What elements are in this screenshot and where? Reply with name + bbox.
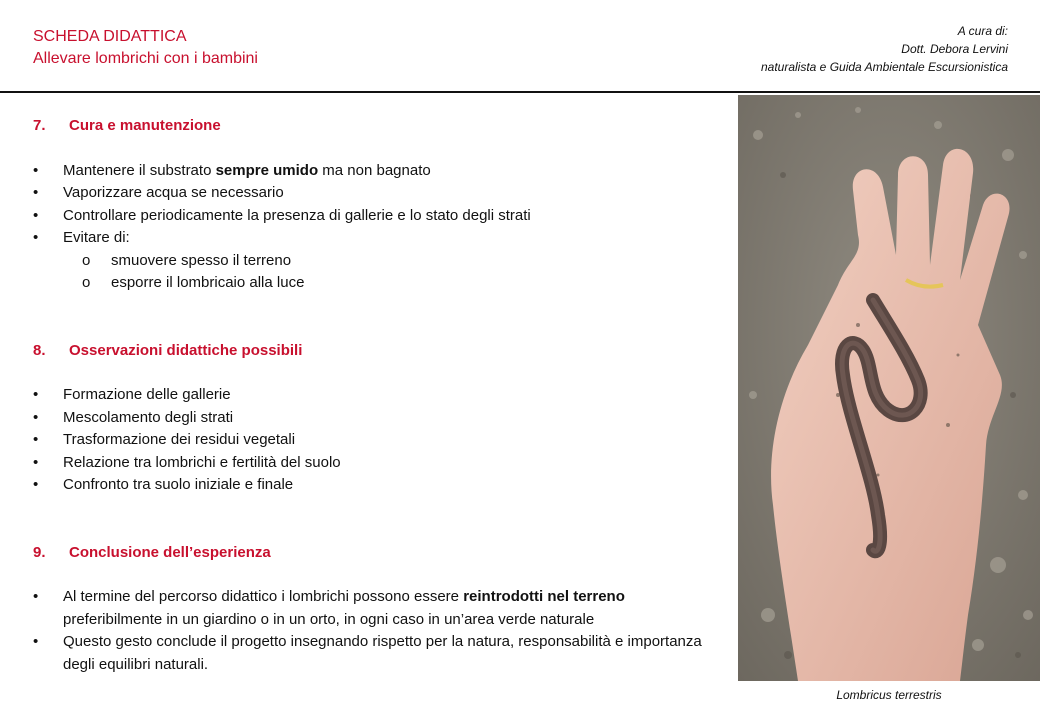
text: Al termine del percorso didattico i lombrichi possono essere (63, 588, 464, 605)
spacer (33, 138, 723, 160)
list-item: • Evitare di: (33, 227, 723, 250)
section-8-title (33, 340, 723, 363)
spacer (33, 564, 723, 586)
list-item: • Relazione tra lombrichi e fertilità del suolo (33, 452, 723, 475)
spacer (33, 295, 723, 340)
section-8-list (33, 384, 723, 497)
list-item: • Trasformazione dei residui vegetali (33, 429, 723, 452)
emphasis: sempre umido (215, 161, 319, 179)
section-heading: Cura e manutenzione (69, 117, 221, 134)
content-column (33, 115, 723, 676)
section-7-list (33, 160, 723, 250)
text: ma non bagnato (318, 161, 431, 179)
section-number: 9. (33, 543, 46, 561)
header-title: SCHEDA DIDATTICA (33, 28, 187, 45)
header-author-block (761, 22, 1008, 76)
header-title-block (33, 26, 258, 70)
list-item: • Formazione delle gallerie (33, 384, 723, 407)
header-subtitle: Allevare lombrichi con i bambini (33, 50, 258, 67)
author-name: Dott. Debora Lervini (901, 42, 1008, 56)
section-heading: Osservazioni didattiche possibili (69, 341, 303, 359)
text: preferibilmente in un giardino o in un orto, in ogni caso in un’area verde naturale (63, 610, 595, 628)
section-heading: Conclusione dell’esperienza (69, 543, 271, 561)
section-9-title (33, 542, 723, 565)
list-item (33, 586, 723, 631)
list-item: • Vaporizzare acqua se necessario (33, 182, 723, 205)
section-7-sublist (33, 250, 723, 295)
sub-list-item: o esporre il lombricaio alla luce (33, 272, 723, 295)
list-item (33, 160, 723, 183)
sub-list-item: o smuovere spesso il terreno (33, 250, 723, 273)
photo-caption: Lombricus terrestris (836, 688, 942, 702)
spacer (33, 497, 723, 542)
text: Mantenere il substrato (63, 161, 216, 179)
section-number: 7. (33, 117, 46, 134)
earthworm-photo (738, 95, 1040, 681)
section-7-title (33, 115, 723, 138)
author-intro: A cura di: (957, 24, 1008, 38)
header-divider (0, 91, 1040, 93)
author-role: naturalista e Guida Ambientale Escursionistica (760, 60, 1008, 74)
list-item: • Controllare periodicamente la presenza di gallerie e lo stato degli strati (33, 205, 723, 228)
list-item: • Questo gesto conclude il progetto insegnando rispetto per la natura, responsabilità e importanza degli equilibri naturali. (33, 631, 723, 676)
emphasis: reintrodotti nel terreno (463, 588, 625, 605)
list-item: • Mescolamento degli strati (33, 407, 723, 430)
list-item: • Confronto tra suolo iniziale e finale (33, 474, 723, 497)
section-9-list (33, 586, 723, 676)
spacer (33, 362, 723, 384)
section-number: 8. (33, 341, 46, 359)
